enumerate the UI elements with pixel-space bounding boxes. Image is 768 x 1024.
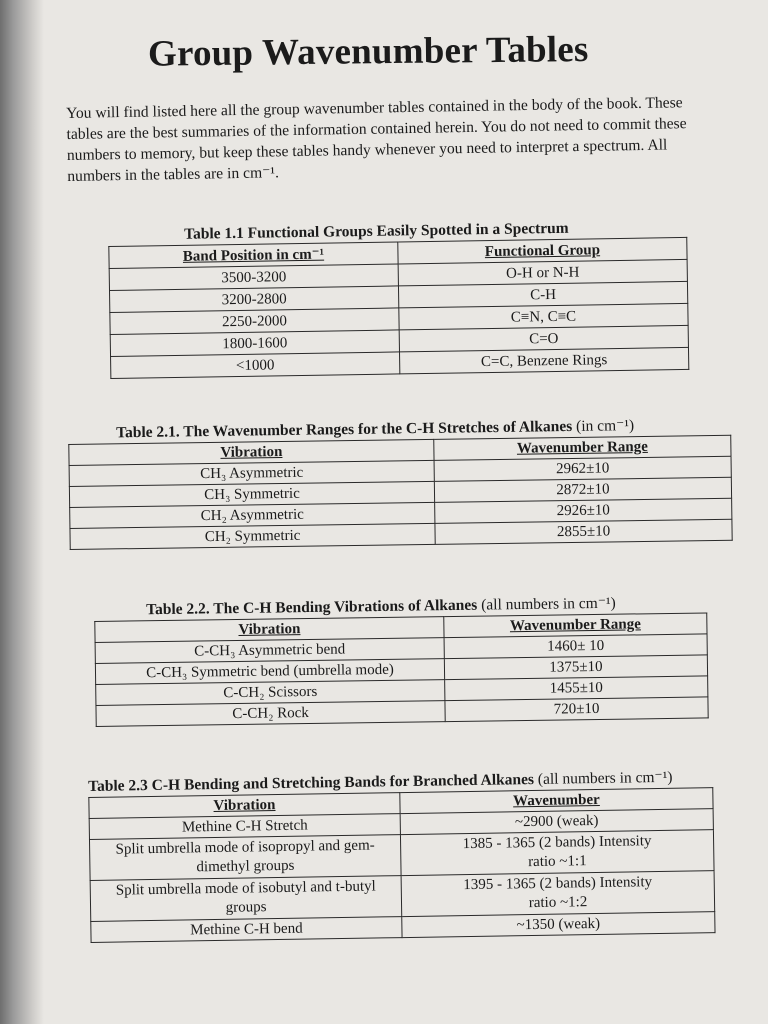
column-header: Vibration [69, 439, 434, 465]
column-header: Wavenumber [400, 788, 713, 814]
table-caption: Table 1.1 Functional Groups Easily Spotted in a Spectrum [183, 219, 569, 243]
table-cell: 3500-3200 [109, 264, 398, 291]
table-cell: Methine C-H bend [91, 917, 402, 943]
table-cell: Split umbrella mode of isobutyl and t-butyl groups [90, 876, 402, 922]
table-cell: Split umbrella mode of isopropyl and gem-dimethyl groups [89, 835, 401, 881]
column-header: Wavenumber Range [434, 435, 731, 460]
branched-alkanes-table [88, 787, 715, 943]
table-cell: C-H [398, 281, 687, 308]
table-cell: 3200-2800 [109, 286, 398, 313]
table-cell: 2855±10 [435, 519, 732, 544]
table-2-2-block [94, 592, 709, 727]
table-caption: Table 2.3 C-H Bending and Stretching Bands for Branched Alkanes (all numbers in cm⁻¹) [88, 768, 673, 795]
table-cell: 2250-2000 [110, 308, 399, 335]
table-cell: 2872±10 [434, 477, 731, 502]
column-header: Band Position in cm⁻¹ [109, 242, 398, 269]
table-cell: C-CH₃ Symmetric bend (umbrella mode) [95, 659, 444, 685]
column-header: Wavenumber Range [444, 613, 707, 638]
table-cell: CH₂ Asymmetric [70, 502, 435, 528]
table-cell: CH₃ Symmetric [69, 481, 434, 507]
table-cell: 1455±10 [445, 676, 708, 701]
table-cell: CH₃ Asymmetric [69, 460, 434, 486]
table-2-3-block [88, 767, 716, 943]
table-1-1-block [108, 218, 689, 379]
functional-groups-table [108, 237, 689, 379]
page [44, 0, 768, 1024]
table-cell: C≡N, C≡C [399, 303, 688, 330]
alkane-stretch-table [68, 435, 732, 550]
table-cell: 720±10 [445, 697, 708, 722]
table-cell: C-CH₂ Rock [96, 701, 445, 727]
column-header: Vibration [95, 617, 444, 643]
table-2-1-block [68, 415, 733, 550]
table-cell: C-CH₃ Asymmetric bend [95, 638, 444, 664]
intro-paragraph: You will find listed here all the group wavenumber tables contained in the body of the book. These tables are the best summaries of the information contained herein. You do not need to commit these numbers to memory, but keep these tables handy whenever you need to interpret a spectrum. All numbers in the tables are in cm⁻¹. [66, 94, 687, 185]
alkane-bending-table [94, 612, 708, 727]
table-cell: 2962±10 [434, 456, 731, 481]
table-cell: C=C, Benzene Rings [399, 347, 688, 374]
column-header: Functional Group [398, 237, 687, 264]
table-cell: Methine C-H Stretch [89, 814, 400, 840]
table-cell: C=O [399, 325, 688, 352]
table-cell: <1000 [111, 352, 400, 379]
page-title: Group Wavenumber Tables [147, 29, 589, 75]
table-cell: 1800-1600 [110, 330, 399, 357]
table-cell: CH₂ Symmetric [70, 523, 435, 549]
column-header: Vibration [89, 793, 400, 819]
book-binding-shadow [0, 0, 44, 1024]
table-cell: 2926±10 [435, 498, 732, 523]
table-cell: ~1350 (weak) [402, 912, 715, 938]
table-cell: 1395 - 1365 (2 bands) Intensity ratio ~1:2 [401, 871, 715, 917]
table-cell: 1460± 10 [444, 634, 707, 659]
table-cell: C-CH₂ Scissors [96, 680, 445, 706]
table-cell: 1385 - 1365 (2 bands) Intensity ratio ~1:1 [400, 830, 714, 876]
table-cell: O-H or N-H [398, 259, 687, 286]
table-cell: ~2900 (weak) [400, 809, 713, 835]
table-caption: Table 2.1. The Wavenumber Ranges for the C-H Stretches of Alkanes (in cm⁻¹) [116, 417, 635, 442]
table-caption: Table 2.2. The C-H Bending Vibrations of Alkanes (all numbers in cm⁻¹) [146, 594, 616, 619]
table-cell: 1375±10 [444, 655, 707, 680]
